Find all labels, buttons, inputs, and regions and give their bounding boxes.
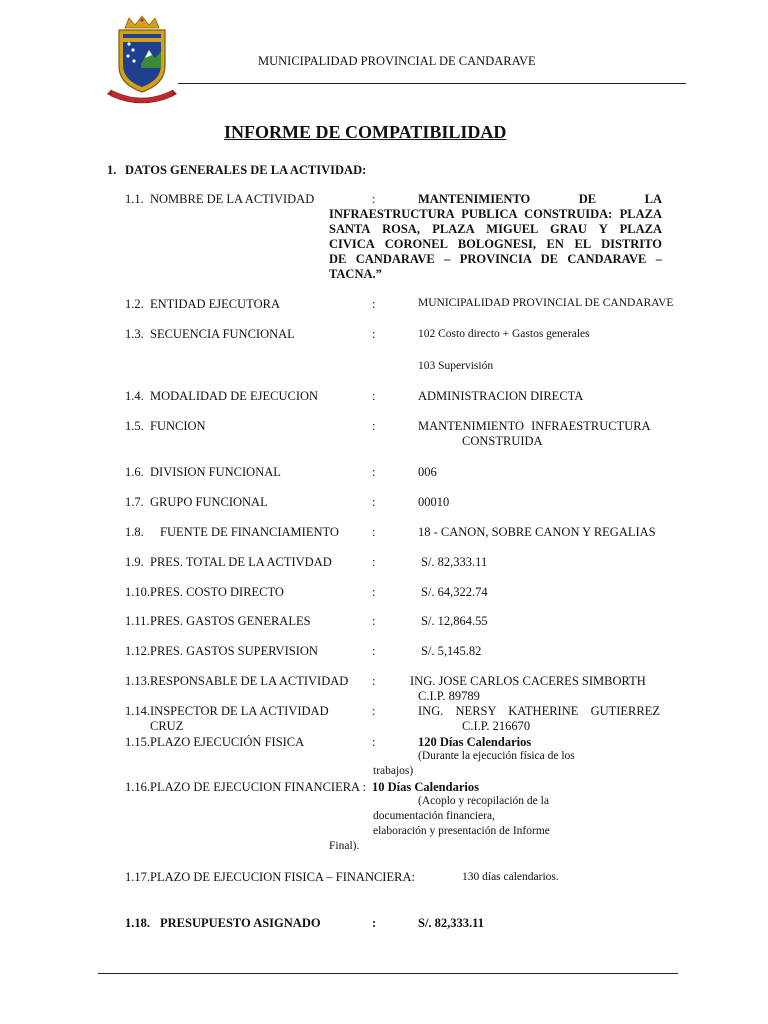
item-number: 1.3. bbox=[125, 327, 144, 341]
item-value: 120 Días Calendarios bbox=[418, 735, 532, 749]
item-note: documentación financiera, bbox=[373, 810, 495, 822]
item-number: 1.9. bbox=[125, 555, 144, 569]
item-note: (Acoplo y recopilación de la bbox=[418, 795, 549, 807]
colon-separator: : bbox=[372, 327, 376, 341]
colon-separator: : bbox=[372, 674, 376, 688]
colon-separator: : bbox=[372, 465, 376, 479]
item-value: 10 Días Calendarios bbox=[372, 780, 479, 794]
item-number: 1.8. bbox=[125, 525, 144, 539]
item-label: SECUENCIA FUNCIONAL bbox=[150, 327, 295, 341]
item-number: 1.13. bbox=[125, 674, 150, 688]
activity-name-line: DE CANDARAVE – PROVINCIA DE CANDARAVE – bbox=[329, 252, 662, 266]
item-value: S/. 82,333.11 bbox=[421, 555, 488, 569]
item-label: PRES. TOTAL DE LA ACTIVDAD bbox=[150, 555, 332, 569]
colon-separator: : bbox=[372, 389, 376, 403]
item-number: 1.1. bbox=[125, 192, 144, 206]
item-label: DIVISION FUNCIONAL bbox=[150, 465, 281, 479]
colon-separator: : bbox=[372, 297, 376, 311]
item-number: 1.16. bbox=[125, 780, 150, 794]
section-heading: DATOS GENERALES DE LA ACTIVIDAD: bbox=[125, 163, 367, 177]
item-number: 1.12. bbox=[125, 644, 150, 658]
item-label: RESPONSABLE DE LA ACTIVIDAD bbox=[150, 674, 349, 688]
item-value: 18 - CANON, SOBRE CANON Y REGALIAS bbox=[418, 525, 656, 539]
colon-separator: : bbox=[372, 192, 376, 206]
item-number: 1.18. bbox=[125, 916, 150, 930]
item-note: elaboración y presentación de Informe bbox=[373, 825, 550, 837]
item-value-secondary: C.I.P. 89789 bbox=[418, 689, 480, 703]
item-value-secondary: C.I.P. 216670 bbox=[462, 719, 531, 733]
item-value: S/. 12,864.55 bbox=[421, 614, 488, 628]
item-label: PLAZO EJECUCIÓN FISICA bbox=[150, 735, 305, 749]
item-value: ING. NERSY KATHERINE GUTIERREZ bbox=[418, 704, 660, 718]
item-value: S/. 64,322.74 bbox=[421, 585, 488, 599]
item-value: 006 bbox=[418, 465, 437, 479]
item-number: 1.15. bbox=[125, 735, 150, 749]
item-label: PRES. COSTO DIRECTO bbox=[150, 585, 284, 599]
item-label: PLAZO DE EJECUCION FISICA – FINANCIERA: bbox=[150, 870, 415, 884]
item-number: 1.5. bbox=[125, 419, 144, 433]
item-value: MUNICIPALIDAD PROVINCIAL DE CANDARAVE bbox=[418, 297, 674, 309]
item-value: S/. 82,333.11 bbox=[418, 916, 484, 930]
item-value: 00010 bbox=[418, 495, 450, 509]
colon-separator: : bbox=[372, 704, 376, 718]
item-label: PLAZO DE EJECUCION FINANCIERA : bbox=[150, 780, 366, 794]
item-number: 1.2. bbox=[125, 297, 144, 311]
colon-separator: : bbox=[372, 735, 376, 749]
item-number: 1.4. bbox=[125, 389, 144, 403]
item-label: PRESUPUESTO ASIGNADO bbox=[160, 916, 321, 930]
item-value: ADMINISTRACION DIRECTA bbox=[418, 389, 584, 403]
colon-separator: : bbox=[372, 644, 376, 658]
item-value-secondary: CONSTRUIDA bbox=[462, 434, 543, 448]
item-label: PRES. GASTOS GENERALES bbox=[150, 614, 311, 628]
colon-separator: : bbox=[372, 555, 376, 569]
footer-divider bbox=[98, 973, 678, 974]
item-label: NOMBRE DE LA ACTIVIDAD bbox=[150, 192, 315, 206]
item-label: PRES. GASTOS SUPERVISION bbox=[150, 644, 318, 658]
item-number: 1.10. bbox=[125, 585, 150, 599]
item-note: Final). bbox=[329, 840, 360, 852]
item-value: MANTENIMIENTO INFRAESTRUCTURA bbox=[418, 419, 651, 433]
activity-name-line: TACNA.” bbox=[329, 267, 382, 281]
colon-separator: : bbox=[372, 614, 376, 628]
item-number: 1.11. bbox=[125, 614, 150, 628]
header-divider bbox=[178, 83, 686, 84]
item-number: 1.7. bbox=[125, 495, 144, 509]
item-label-continued: CRUZ bbox=[150, 719, 184, 733]
colon-separator: : bbox=[372, 585, 376, 599]
item-label: GRUPO FUNCIONAL bbox=[150, 495, 268, 509]
institution-header: MUNICIPALIDAD PROVINCIAL DE CANDARAVE bbox=[258, 54, 536, 68]
item-value: S/. 5,145.82 bbox=[421, 644, 482, 658]
item-number: 1.17. bbox=[125, 870, 150, 884]
activity-name-line: MANTENIMIENTO DE LA bbox=[418, 192, 662, 206]
item-value: ING. JOSE CARLOS CACERES SIMBORTH bbox=[410, 674, 646, 688]
item-label: INSPECTOR DE LA ACTIVIDAD bbox=[150, 704, 329, 718]
colon-separator: : bbox=[372, 419, 376, 433]
activity-name-line: INFRAESTRUCTURA PUBLICA CONSTRUIDA: PLAZA bbox=[329, 207, 662, 221]
item-note: trabajos) bbox=[373, 765, 414, 777]
item-label: MODALIDAD DE EJECUCION bbox=[150, 389, 319, 403]
item-label: FUNCION bbox=[150, 419, 206, 433]
colon-separator: : bbox=[372, 525, 376, 539]
activity-name-line: CIVICA CORONEL BOLOGNESI, EN EL DISTRITO bbox=[329, 237, 662, 251]
item-note: (Durante la ejecución física de los bbox=[418, 750, 575, 762]
activity-name-line: SANTA ROSA, PLAZA MIGUEL GRAU Y PLAZA bbox=[329, 222, 662, 236]
document-title: INFORME DE COMPATIBILIDAD bbox=[224, 122, 507, 142]
colon-separator: : bbox=[372, 916, 377, 930]
item-value: 130 días calendarios. bbox=[462, 871, 559, 883]
item-value-secondary: 103 Supervisión bbox=[418, 360, 494, 372]
item-label: FUENTE DE FINANCIAMIENTO bbox=[160, 525, 339, 539]
item-number: 1.6. bbox=[125, 465, 144, 479]
section-number: 1. bbox=[107, 163, 117, 177]
item-value: 102 Costo directo + Gastos generales bbox=[418, 328, 590, 340]
municipal-crest-icon bbox=[107, 14, 177, 104]
item-number: 1.14. bbox=[125, 704, 150, 718]
item-label: ENTIDAD EJECUTORA bbox=[150, 297, 280, 311]
colon-separator: : bbox=[372, 495, 376, 509]
